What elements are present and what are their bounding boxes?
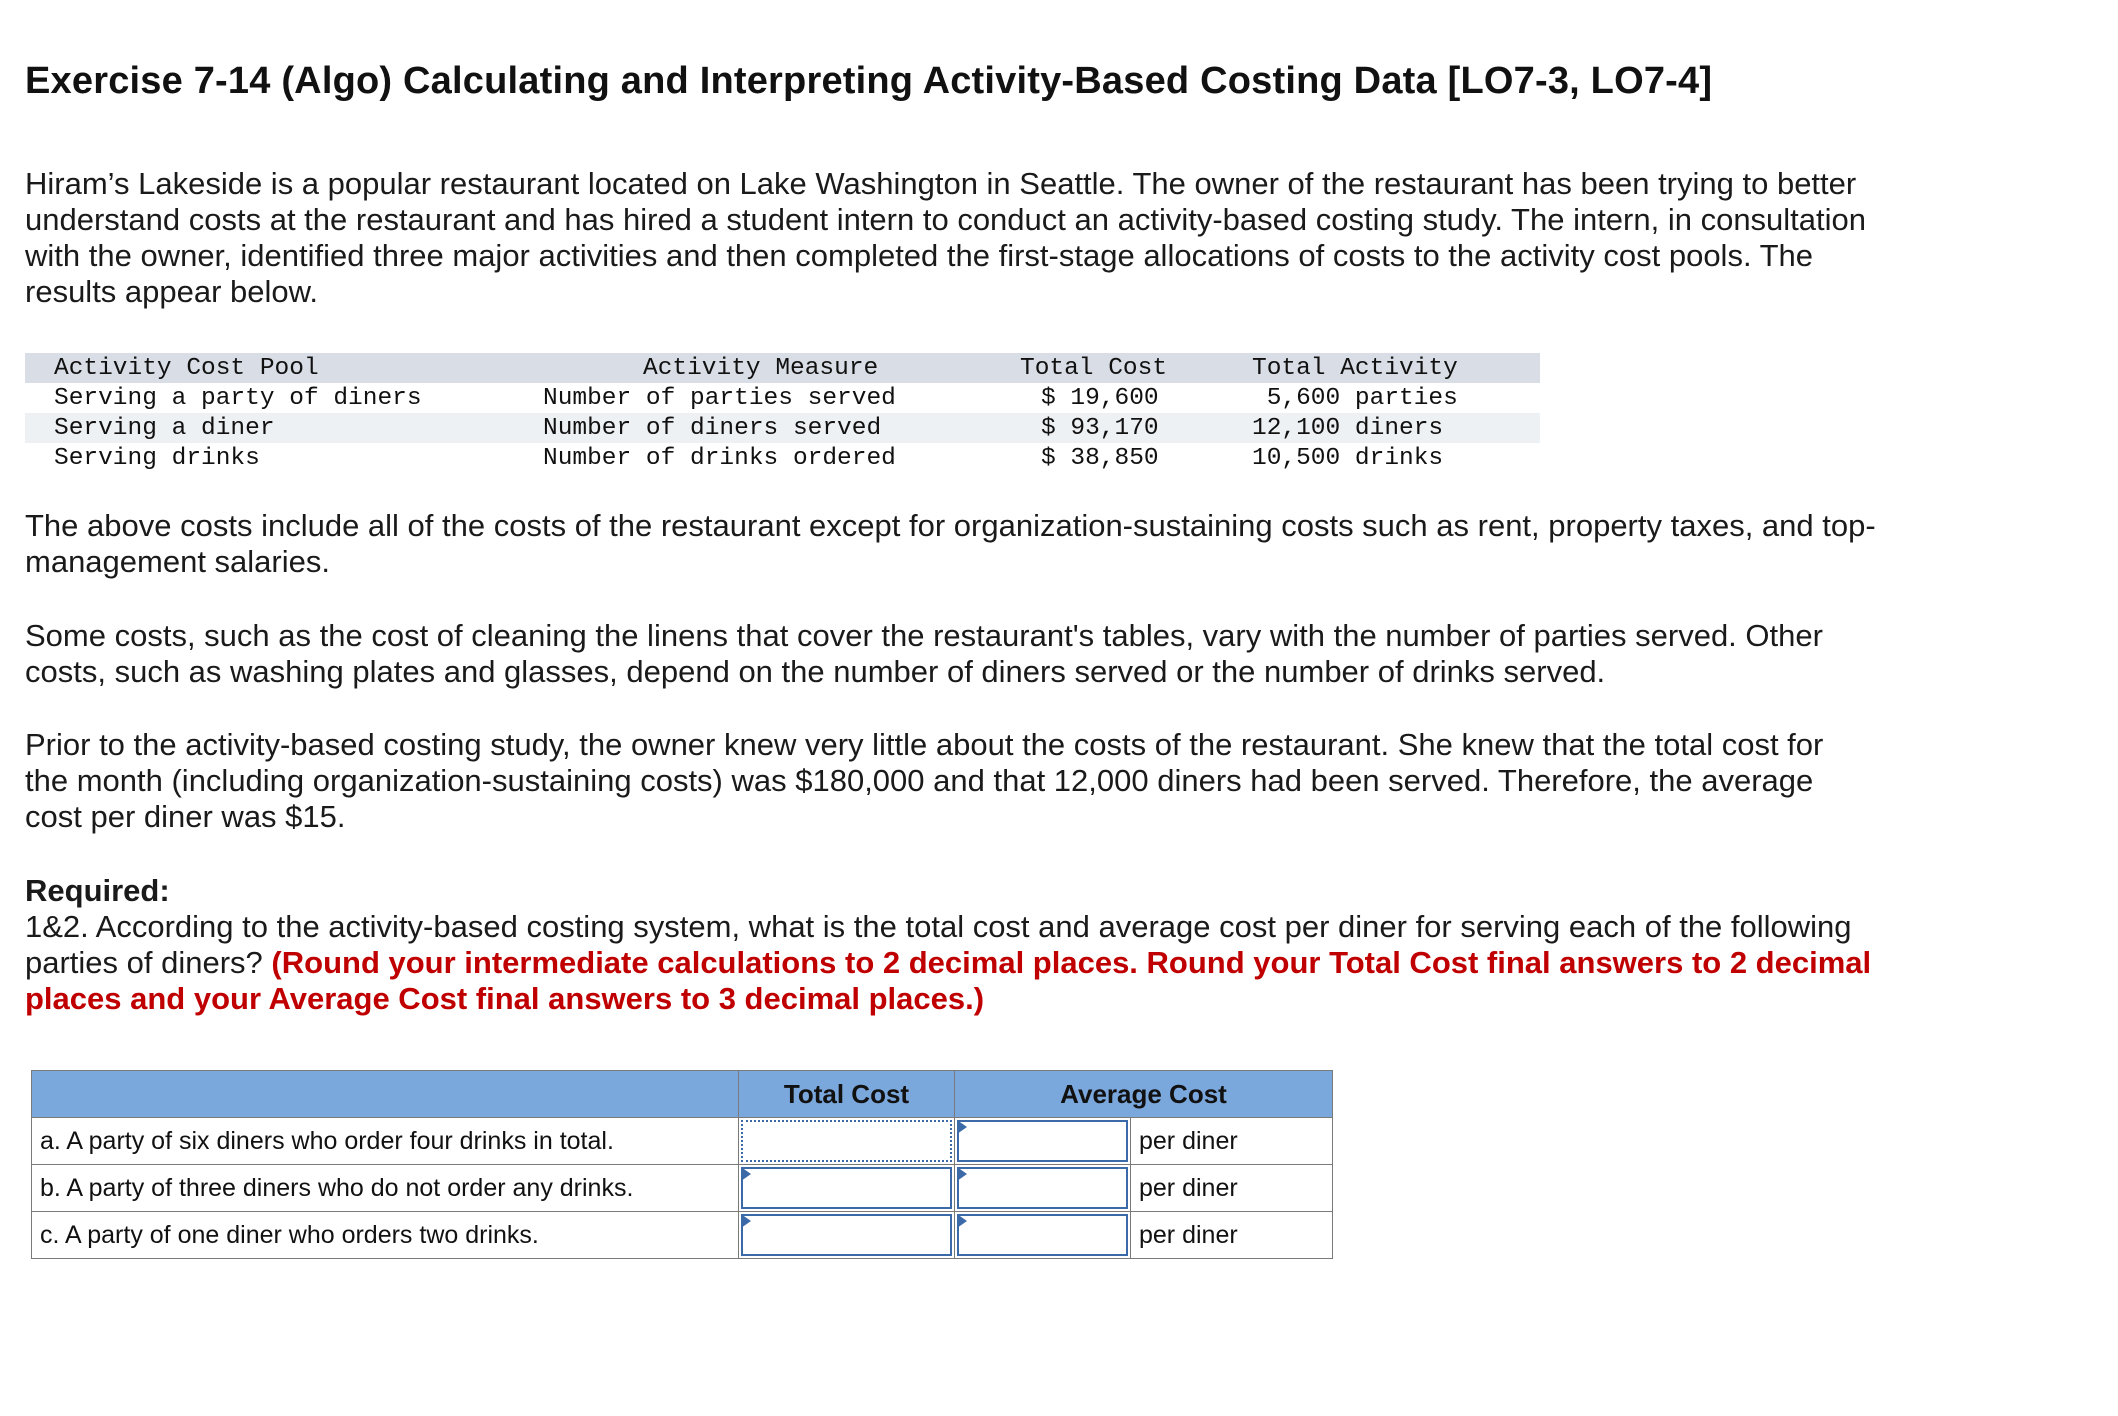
party-label: a. A party of six diners who order four drinks in total. bbox=[32, 1118, 739, 1165]
answer-table-header bbox=[32, 1071, 1333, 1118]
total-cost-cell: $ 19,600 bbox=[1041, 385, 1159, 412]
activity-measure-cell: Number of diners served bbox=[543, 415, 882, 442]
rounding-instruction: (Round your intermediate calculations to 2 decimal places. Round your Total Cost final answers to 2 decimal bbox=[271, 945, 1872, 980]
paragraph-line: costs, such as washing plates and glasses, depend on the number of diners served or the number of drinks served. bbox=[25, 654, 1606, 689]
party-label: c. A party of one diner who orders two drinks. bbox=[32, 1212, 739, 1259]
required-plain-text: parties of diners? bbox=[25, 945, 272, 980]
total-cost-input[interactable] bbox=[741, 1120, 952, 1162]
cost-pool-cell: Serving a diner bbox=[54, 415, 275, 442]
header-activity-cost-pool: Activity Cost Pool bbox=[54, 355, 319, 382]
activity-cost-table bbox=[25, 353, 1540, 473]
paragraph-excluded-costs bbox=[25, 508, 1965, 580]
answer-row bbox=[32, 1165, 1333, 1212]
intro-line: with the owner, identified three major activities and then completed the first-stage allocations of costs to the activity cost pools. The bbox=[25, 238, 1814, 273]
per-diner-label: per diner bbox=[1131, 1118, 1333, 1165]
average-cost-input[interactable] bbox=[957, 1120, 1128, 1162]
total-cost-cell bbox=[739, 1118, 955, 1165]
answer-row bbox=[32, 1118, 1333, 1165]
total-cost-input[interactable] bbox=[741, 1167, 952, 1209]
activity-measure-cell: Number of parties served bbox=[543, 385, 896, 412]
rounding-instruction-continued: places and your Average Cost final answers to 3 decimal places.) bbox=[25, 981, 985, 1016]
total-activity-cell: 5,600 parties bbox=[1252, 385, 1458, 412]
input-marker-icon bbox=[957, 1120, 967, 1134]
average-cost-input[interactable] bbox=[957, 1167, 1128, 1209]
total-cost-cell: $ 93,170 bbox=[1041, 415, 1159, 442]
cost-table-row bbox=[25, 383, 1540, 413]
intro-line: Hiram’s Lakeside is a popular restaurant located on Lake Washington in Seattle. The owner of the restaurant has been trying to better bbox=[25, 166, 1857, 201]
average-cost-cell bbox=[955, 1118, 1131, 1165]
total-cost-cell bbox=[739, 1212, 955, 1259]
paragraph-cost-drivers bbox=[25, 618, 1965, 690]
per-diner-label: per diner bbox=[1131, 1212, 1333, 1259]
paragraph-line: Some costs, such as the cost of cleaning the linens that cover the restaurant's tables, vary with the number of parties served. Other bbox=[25, 618, 1823, 653]
required-section bbox=[25, 873, 1965, 1017]
answer-table bbox=[31, 1070, 1333, 1259]
input-marker-icon bbox=[957, 1214, 967, 1228]
total-activity-cell: 12,100 diners bbox=[1252, 415, 1444, 442]
header-total-activity: Total Activity bbox=[1252, 355, 1458, 382]
cost-table-row bbox=[25, 443, 1540, 473]
intro-line: results appear below. bbox=[25, 274, 318, 309]
total-cost-cell bbox=[739, 1165, 955, 1212]
average-cost-cell bbox=[955, 1212, 1131, 1259]
paragraph-line: The above costs include all of the costs of the restaurant except for organization-sustaining costs such as rent, property taxes, and top- bbox=[25, 508, 1876, 543]
paragraph-line: cost per diner was $15. bbox=[25, 799, 346, 834]
intro-line: understand costs at the restaurant and has hired a student intern to conduct an activity-based costing study. The intern, in consultation bbox=[25, 202, 1867, 237]
total-activity-cell: 10,500 drinks bbox=[1252, 445, 1444, 472]
paragraph-line: Prior to the activity-based costing study, the owner knew very little about the costs of the restaurant. She knew that the total cost for bbox=[25, 727, 1824, 762]
average-cost-input[interactable] bbox=[957, 1214, 1128, 1256]
intro-paragraph bbox=[25, 166, 1965, 310]
total-cost-cell: $ 38,850 bbox=[1041, 445, 1159, 472]
header-blank bbox=[32, 1071, 739, 1118]
cost-table-row bbox=[25, 413, 1540, 443]
required-question-line bbox=[25, 945, 1965, 981]
paragraph-line: the month (including organization-sustaining costs) was $180,000 and that 12,000 diners had been served. Therefore, the average bbox=[25, 763, 1814, 798]
header-average-cost: Average Cost bbox=[955, 1071, 1333, 1118]
total-cost-input[interactable] bbox=[741, 1214, 952, 1256]
header-total-cost: Total Cost bbox=[739, 1071, 955, 1118]
header-total-cost: Total Cost bbox=[1020, 355, 1168, 382]
party-label: b. A party of three diners who do not order any drinks. bbox=[32, 1165, 739, 1212]
cost-pool-cell: Serving drinks bbox=[54, 445, 260, 472]
input-marker-icon bbox=[957, 1167, 967, 1181]
paragraph-prior-costs bbox=[25, 727, 1965, 835]
per-diner-label: per diner bbox=[1131, 1165, 1333, 1212]
input-marker-icon bbox=[741, 1167, 751, 1181]
answer-row bbox=[32, 1212, 1333, 1259]
paragraph-line: management salaries. bbox=[25, 544, 330, 579]
activity-measure-cell: Number of drinks ordered bbox=[543, 445, 896, 472]
cost-pool-cell: Serving a party of diners bbox=[54, 385, 422, 412]
average-cost-cell bbox=[955, 1165, 1131, 1212]
header-activity-measure: Activity Measure bbox=[643, 355, 879, 382]
required-question: 1&2. According to the activity-based costing system, what is the total cost and average cost per diner for serving each of the following bbox=[25, 909, 1852, 944]
input-marker-icon bbox=[741, 1214, 751, 1228]
cost-table-header bbox=[25, 353, 1540, 383]
required-heading: Required: bbox=[25, 873, 170, 908]
page-title: Exercise 7-14 (Algo) Calculating and Interpreting Activity-Based Costing Data [LO7-3, LO7-4] bbox=[25, 60, 1713, 102]
